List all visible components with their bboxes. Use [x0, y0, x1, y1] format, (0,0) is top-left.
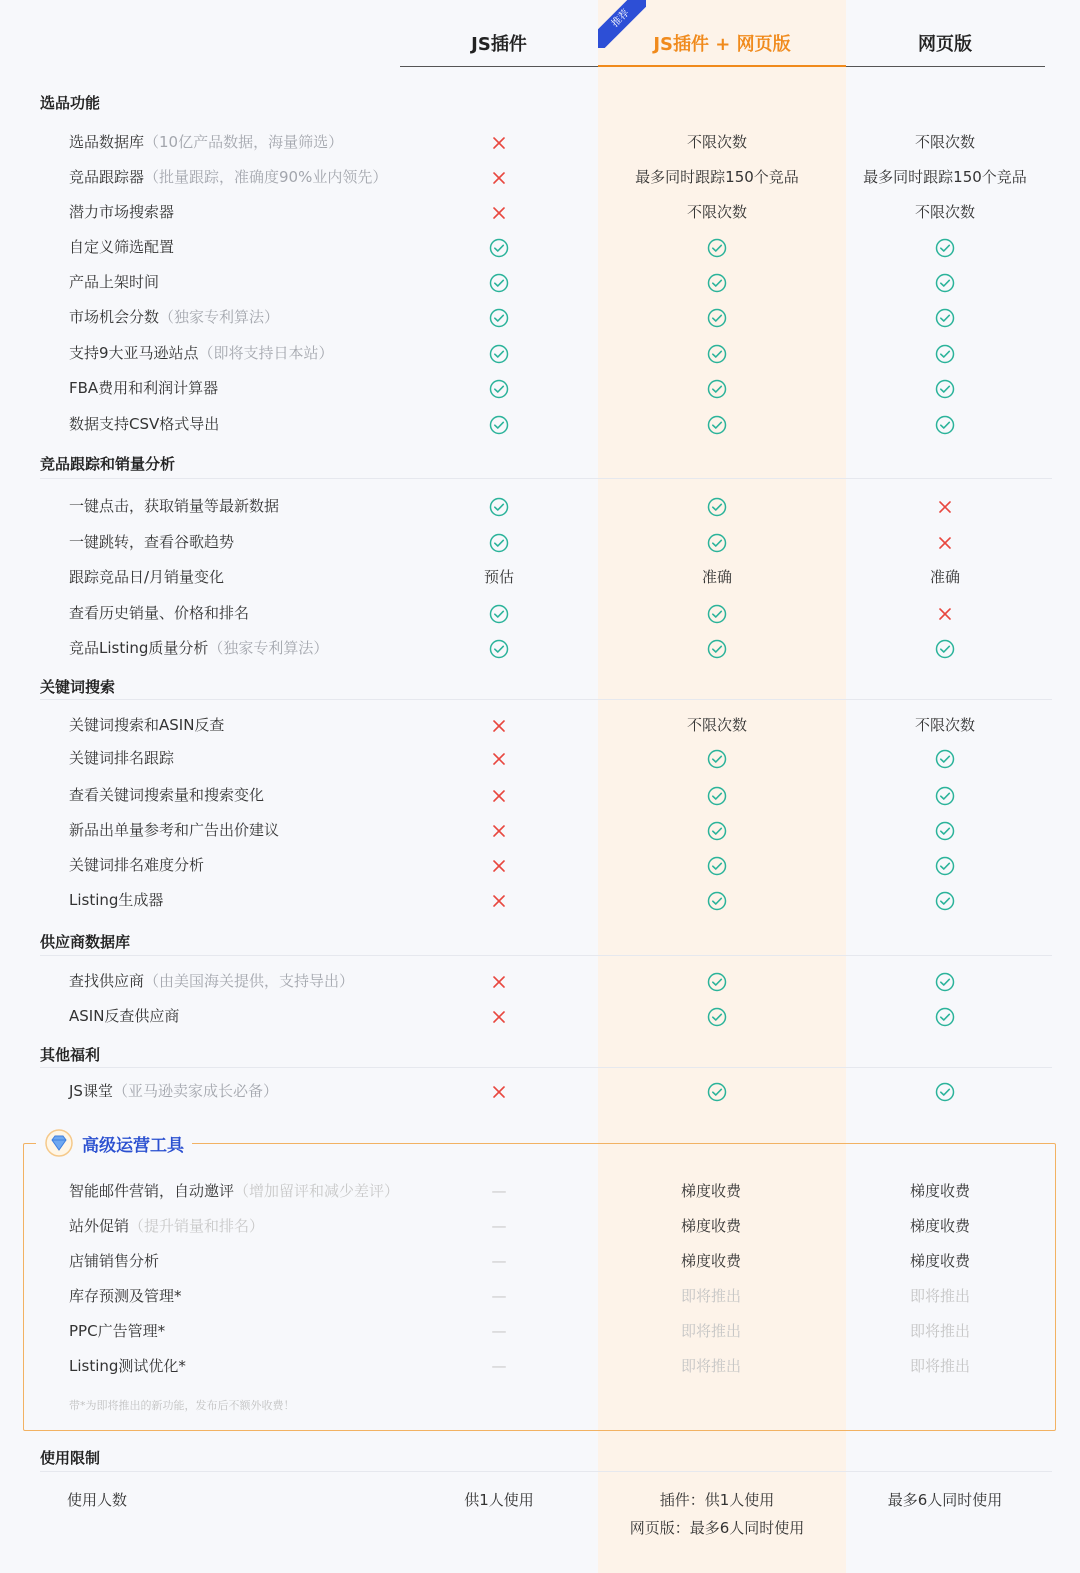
row-label: 店铺销售分析 — [69, 1252, 160, 1270]
section-divider — [40, 1067, 1052, 1068]
table-row — [0, 491, 1080, 521]
check-icon — [400, 409, 598, 439]
table-row — [0, 302, 1080, 332]
row-label: Listing测试优化* — [69, 1357, 186, 1375]
row-label: 一键点击，获取销量等最新数据 — [69, 497, 280, 515]
check-icon — [598, 527, 836, 557]
row-label: 智能邮件营销，自动邀评 — [69, 1182, 235, 1200]
row-value: 准确 — [929, 568, 960, 586]
coming-soon-value: 即将推出 — [680, 1287, 741, 1305]
row-value: 网页版：最多6人同时使用 — [629, 1519, 805, 1537]
cross-icon — [846, 491, 1044, 521]
row-label: 支持9大亚马逊站点 — [69, 344, 199, 362]
table-row — [0, 1316, 1080, 1346]
header-divider-accent — [598, 65, 846, 67]
row-value: 最多同时跟踪150个竞品 — [863, 168, 1027, 186]
cross-icon — [400, 162, 598, 192]
cross-icon — [400, 743, 598, 773]
table-row — [0, 1351, 1080, 1381]
check-icon — [400, 598, 598, 628]
coming-soon-value: 即将推出 — [909, 1357, 970, 1375]
row-note: （独家专利算法） — [159, 308, 280, 326]
row-note: （10亿产品数据，海量筛选） — [144, 133, 344, 151]
row-value: 梯度收费 — [909, 1217, 970, 1235]
row-label: PPC广告管理* — [69, 1322, 166, 1340]
table-row — [0, 338, 1080, 368]
row-value: 最多6人同时使用 — [887, 1491, 1003, 1509]
dash-value: — — [491, 1357, 507, 1375]
check-icon — [846, 373, 1044, 403]
row-label: 选品数据库 — [69, 133, 145, 151]
cross-icon — [400, 1076, 598, 1106]
row-value: 准确 — [701, 568, 732, 586]
check-icon — [400, 633, 598, 663]
table-row — [0, 162, 1080, 192]
check-icon — [846, 1001, 1044, 1031]
advanced-tools-title: 高级运营工具 — [82, 1135, 184, 1156]
check-icon — [598, 267, 836, 297]
check-icon — [846, 1076, 1044, 1106]
row-label: 站外促销 — [69, 1217, 130, 1235]
check-icon — [846, 338, 1044, 368]
table-row — [0, 409, 1080, 439]
row-label: 关键词排名难度分析 — [69, 856, 205, 874]
section-title-supplier-database: 供应商数据库 — [40, 933, 131, 951]
cross-icon — [400, 127, 598, 157]
check-icon — [598, 815, 836, 845]
row-value: 不限次数 — [914, 203, 975, 221]
col-header-js-plugin: JS插件 — [471, 34, 527, 55]
check-icon — [598, 338, 836, 368]
table-row — [0, 885, 1080, 915]
row-note: （增加留评和减少差评） — [234, 1182, 400, 1200]
check-icon — [400, 232, 598, 262]
check-icon — [598, 885, 836, 915]
row-label: 一键跳转，查看谷歌趋势 — [69, 533, 235, 551]
row-note: （由美国海关提供，支持导出） — [144, 972, 355, 990]
row-label: 关键词排名跟踪 — [69, 749, 175, 767]
col-header-web: 网页版 — [918, 34, 972, 55]
check-icon — [400, 491, 598, 521]
row-label: FBA费用和利润计算器 — [69, 379, 219, 397]
table-row — [0, 850, 1080, 880]
row-label: 竞品跟踪器 — [69, 168, 145, 186]
check-icon — [400, 267, 598, 297]
check-icon — [400, 338, 598, 368]
row-value: 不限次数 — [914, 716, 975, 734]
row-note: （独家专利算法） — [208, 639, 329, 657]
section-title-keyword-search: 关键词搜索 — [40, 678, 116, 696]
row-label: 产品上架时间 — [69, 273, 160, 291]
check-icon — [598, 409, 836, 439]
row-note: （提升销量和排名） — [129, 1217, 265, 1235]
coming-soon-value: 即将推出 — [680, 1322, 741, 1340]
check-icon — [598, 850, 836, 880]
row-note: （即将支持日本站） — [198, 344, 334, 362]
table-row — [0, 598, 1080, 628]
table-row — [0, 1281, 1080, 1311]
table-row — [0, 562, 1080, 592]
row-label: 使用人数 — [67, 1491, 128, 1509]
coming-soon-value: 即将推出 — [909, 1322, 970, 1340]
row-value: 梯度收费 — [680, 1182, 741, 1200]
check-icon — [598, 780, 836, 810]
cross-icon — [400, 966, 598, 996]
table-row — [0, 373, 1080, 403]
dash-value: — — [491, 1287, 507, 1305]
check-icon — [846, 815, 1044, 845]
cross-icon — [400, 885, 598, 915]
check-icon — [846, 966, 1044, 996]
cross-icon — [846, 527, 1044, 557]
row-value: 插件：供1人使用 — [659, 1491, 775, 1509]
row-value: 最多同时跟踪150个竞品 — [635, 168, 799, 186]
footnote: 带*为即将推出的新功能，发布后不额外收费！ — [69, 1399, 295, 1412]
section-divider — [40, 478, 1052, 479]
check-icon — [598, 1076, 836, 1106]
table-row — [0, 1485, 1080, 1545]
cross-icon — [400, 850, 598, 880]
cross-icon — [400, 197, 598, 227]
dash-value: — — [491, 1252, 507, 1270]
check-icon — [400, 527, 598, 557]
row-label: 潜力市场搜索器 — [69, 203, 175, 221]
row-value: 不限次数 — [686, 716, 747, 734]
table-row — [0, 127, 1080, 157]
cross-icon — [400, 710, 598, 740]
section-title-product-selection: 选品功能 — [40, 94, 101, 112]
coming-soon-value: 即将推出 — [909, 1287, 970, 1305]
check-icon — [598, 491, 836, 521]
row-value: 梯度收费 — [680, 1217, 741, 1235]
dash-value: — — [491, 1322, 507, 1340]
ribbon-label: 推荐 — [598, 0, 646, 48]
row-label: 竞品Listing质量分析 — [69, 639, 209, 657]
dash-value: — — [491, 1217, 507, 1235]
table-row — [0, 267, 1080, 297]
row-value: 预估 — [483, 568, 514, 586]
check-icon — [846, 780, 1044, 810]
row-label: 关键词搜索和ASIN反查 — [69, 716, 225, 734]
check-icon — [846, 850, 1044, 880]
row-label: 市场机会分数 — [69, 308, 160, 326]
row-note: （亚马逊卖家成长必备） — [112, 1082, 278, 1100]
check-icon — [598, 1001, 836, 1031]
check-icon — [846, 409, 1044, 439]
row-label: 库存预测及管理* — [69, 1287, 182, 1305]
row-label: 跟踪竞品日/月销量变化 — [69, 568, 225, 586]
section-title-usage-limit: 使用限制 — [40, 1449, 101, 1467]
row-label: 查找供应商 — [69, 972, 145, 990]
section-title-competitor-tracking: 竞品跟踪和销量分析 — [40, 455, 176, 473]
check-icon — [846, 743, 1044, 773]
row-value: 供1人使用 — [464, 1491, 534, 1509]
row-value: 不限次数 — [914, 133, 975, 151]
table-row — [0, 197, 1080, 227]
section-title-other-benefits: 其他福利 — [40, 1046, 101, 1064]
row-label: Listing生成器 — [69, 891, 164, 909]
table-row — [0, 743, 1080, 773]
check-icon — [846, 633, 1044, 663]
cross-icon — [400, 1001, 598, 1031]
row-value: 不限次数 — [686, 133, 747, 151]
row-label: JS课堂 — [69, 1082, 113, 1100]
cross-icon — [400, 780, 598, 810]
row-label: 查看关键词搜索量和搜索变化 — [69, 786, 265, 804]
section-divider — [40, 699, 1052, 700]
table-row — [0, 966, 1080, 996]
table-row — [0, 1001, 1080, 1031]
diamond-icon — [44, 1128, 74, 1158]
check-icon — [598, 598, 836, 628]
check-icon — [846, 302, 1044, 332]
advanced-tools-heading — [36, 1128, 192, 1158]
check-icon — [598, 373, 836, 403]
table-row — [0, 815, 1080, 845]
cross-icon — [846, 598, 1044, 628]
row-label: 数据支持CSV格式导出 — [69, 415, 220, 433]
table-row — [0, 1211, 1080, 1241]
section-divider — [40, 1471, 1052, 1472]
table-row — [0, 710, 1080, 740]
check-icon — [846, 267, 1044, 297]
check-icon — [846, 885, 1044, 915]
row-label: 查看历史销量、价格和排名 — [69, 604, 250, 622]
table-row — [0, 1246, 1080, 1276]
check-icon — [598, 966, 836, 996]
table-row — [0, 780, 1080, 810]
col-header-plugin-plus-web: JS插件 + 网页版 — [653, 34, 791, 55]
row-value: 梯度收费 — [909, 1182, 970, 1200]
dash-value: — — [491, 1182, 507, 1200]
table-row — [0, 1076, 1080, 1106]
row-value: 梯度收费 — [909, 1252, 970, 1270]
table-row — [0, 232, 1080, 262]
row-value: 不限次数 — [686, 203, 747, 221]
check-icon — [400, 373, 598, 403]
check-icon — [846, 232, 1044, 262]
section-divider — [40, 955, 1052, 956]
coming-soon-value: 即将推出 — [680, 1357, 741, 1375]
check-icon — [400, 302, 598, 332]
row-label: 自定义筛选配置 — [69, 238, 175, 256]
cross-icon — [400, 815, 598, 845]
row-label: 新品出单量参考和广告出价建议 — [69, 821, 280, 839]
row-value: 梯度收费 — [680, 1252, 741, 1270]
check-icon — [598, 633, 836, 663]
table-row — [0, 633, 1080, 663]
check-icon — [598, 232, 836, 262]
row-note: （批量跟踪，准确度90%业内领先） — [144, 168, 388, 186]
table-row — [0, 1176, 1080, 1206]
check-icon — [598, 302, 836, 332]
row-label: ASIN反查供应商 — [69, 1007, 180, 1025]
table-row — [0, 527, 1080, 557]
check-icon — [598, 743, 836, 773]
